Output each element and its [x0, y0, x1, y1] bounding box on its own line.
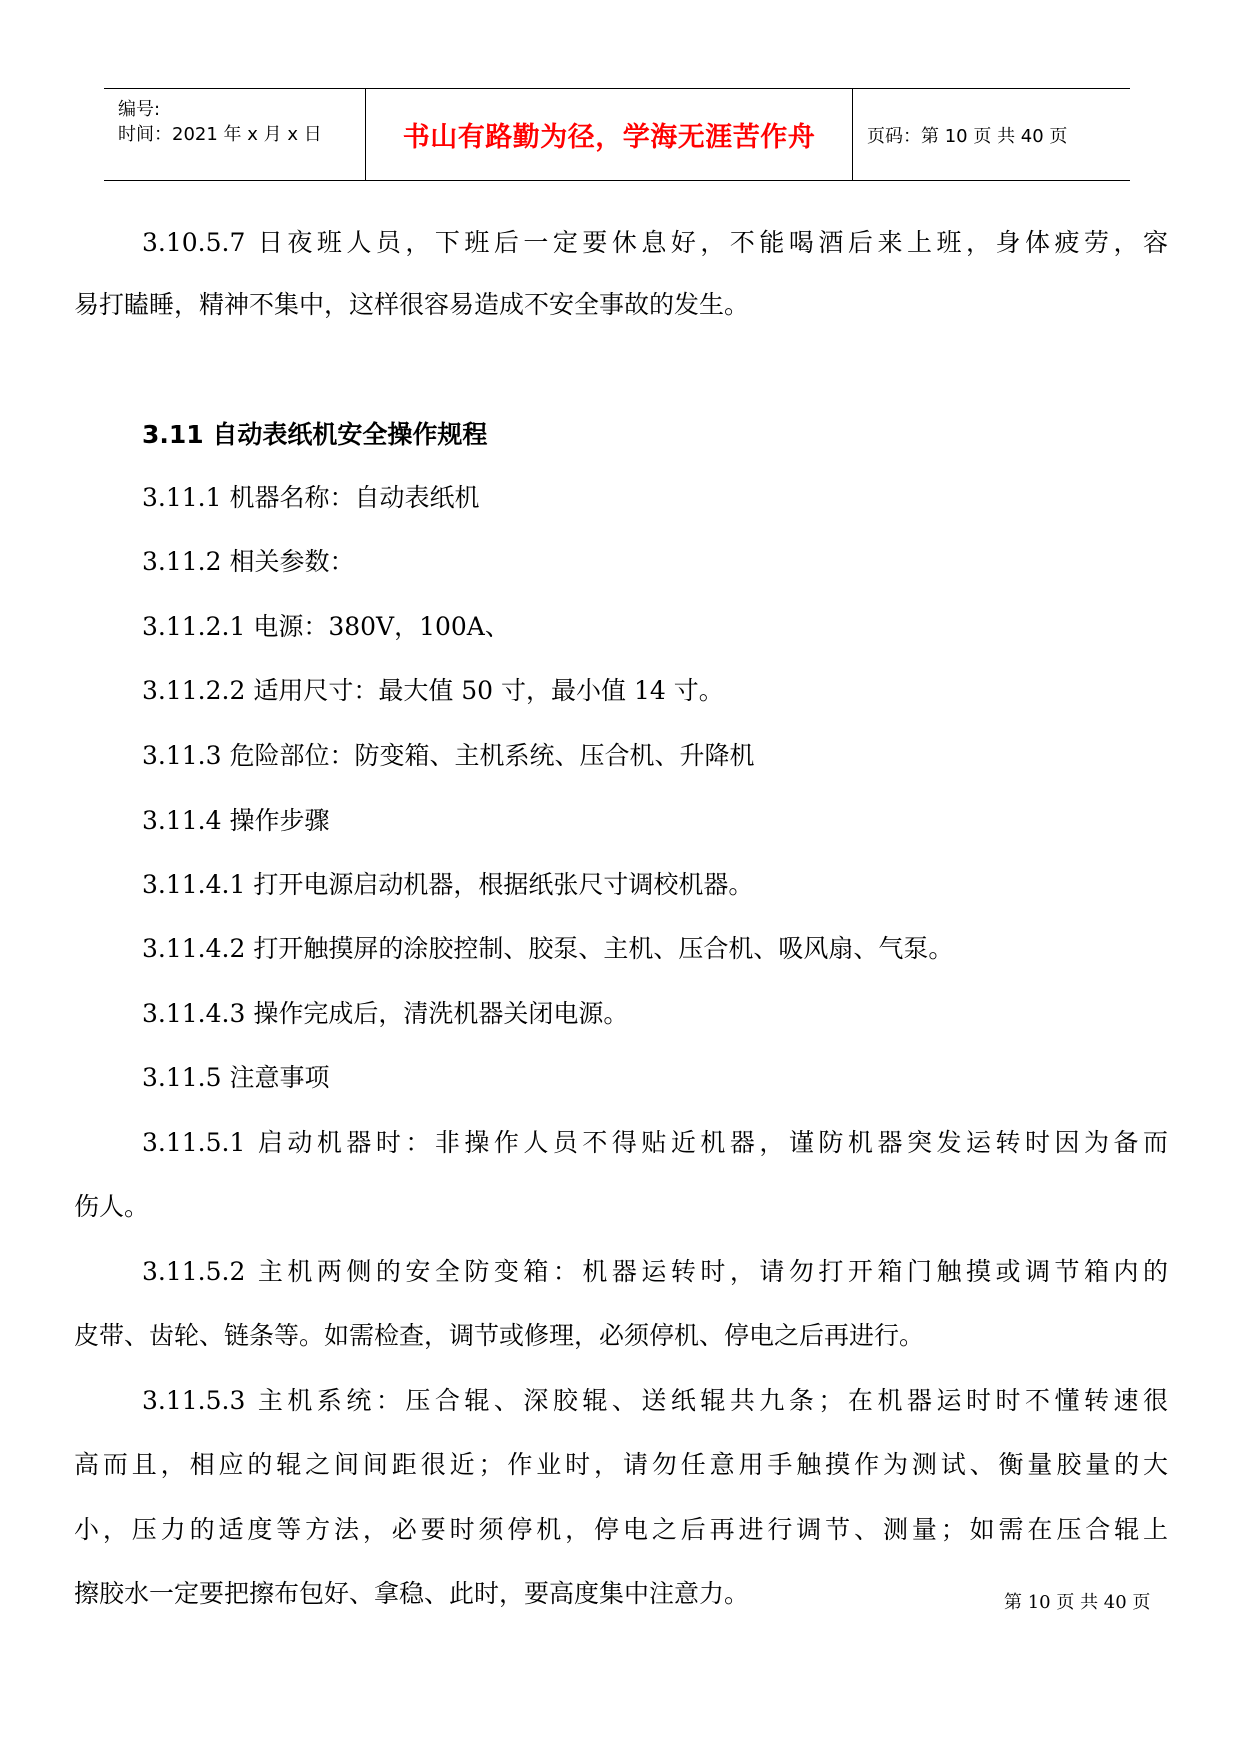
body-line: 3.11.4.2 打开触摸屏的涂胶控制、胶泵、主机、压合机、吸风扇、气泵。: [142, 934, 954, 963]
body-line: 3.11.5.3 主机系统：压合辊、深胶辊、送纸辊共九条；在机器运时时不懂转速很: [142, 1386, 1168, 1415]
body-line: 3.11.1 机器名称：自动表纸机: [142, 483, 480, 512]
body-line: 3.11.2.1 电源：380V，100A、: [142, 612, 510, 641]
body-line: 3.11.4.3 操作完成后，清洗机器关闭电源。: [142, 999, 629, 1028]
body-line: 3.11.3 危险部位：防变箱、主机系统、压合机、升降机: [142, 741, 755, 770]
document-time-label: 时间：2021 年 x 月 x 日: [118, 124, 322, 145]
body-line: 3.11.4.1 打开电源启动机器，根据纸张尺寸调校机器。: [142, 870, 754, 899]
header-motto-cell: [366, 89, 853, 180]
body-line: 3.11.5.2 主机两侧的安全防变箱：机器运转时，请勿打开箱门触摸或调节箱内的: [142, 1257, 1168, 1286]
body-line: 伤人。: [74, 1192, 150, 1221]
body-line: 3.11.2 相关参数：: [142, 547, 355, 576]
body-line: 3.11.5 注意事项: [142, 1063, 330, 1092]
body-line: 3.11.5.1 启动机器时：非操作人员不得贴近机器，谨防机器突发运转时因为备而: [142, 1128, 1168, 1157]
body-line: 高而且，相应的辊之间间距很近；作业时，请勿任意用手触摸作为测试、衡量胶量的大: [74, 1450, 1168, 1479]
body-line: 皮带、齿轮、链条等。如需检查，调节或修理，必须停机、停电之后再进行。: [74, 1321, 925, 1350]
body-line: 小，压力的适度等方法，必要时须停机，停电之后再进行调节、测量；如需在压合辊上: [74, 1515, 1168, 1544]
page-footer: 第 10 页 共 40 页: [1004, 1592, 1151, 1613]
body-line: 3.10.5.7 日夜班人员，下班后一定要休息好，不能喝酒后来上班，身体疲劳，容: [142, 228, 1168, 257]
body-line: 3.11.2.2 适用尺寸：最大值 50 寸，最小值 14 寸。: [142, 676, 724, 705]
header-info-cell: [104, 89, 366, 180]
header-motto: 书山有路勤为径，学海无涯苦作舟: [402, 122, 816, 153]
body-line: 易打瞌睡，精神不集中，这样很容易造成不安全事故的发生。: [74, 290, 750, 319]
body-line: 3.11.4 操作步骤: [142, 806, 330, 835]
header-page-cell: [853, 89, 1130, 180]
header-page-label: 页码：第 10 页 共 40 页: [867, 125, 1068, 147]
page-header: [104, 88, 1130, 181]
body-line: 擦胶水一定要把擦布包好、拿稳、此时，要高度集中注意力。: [74, 1579, 750, 1608]
document-number-label: 编号:: [118, 99, 161, 120]
section-heading: 3.11 自动表纸机安全操作规程: [142, 420, 488, 449]
